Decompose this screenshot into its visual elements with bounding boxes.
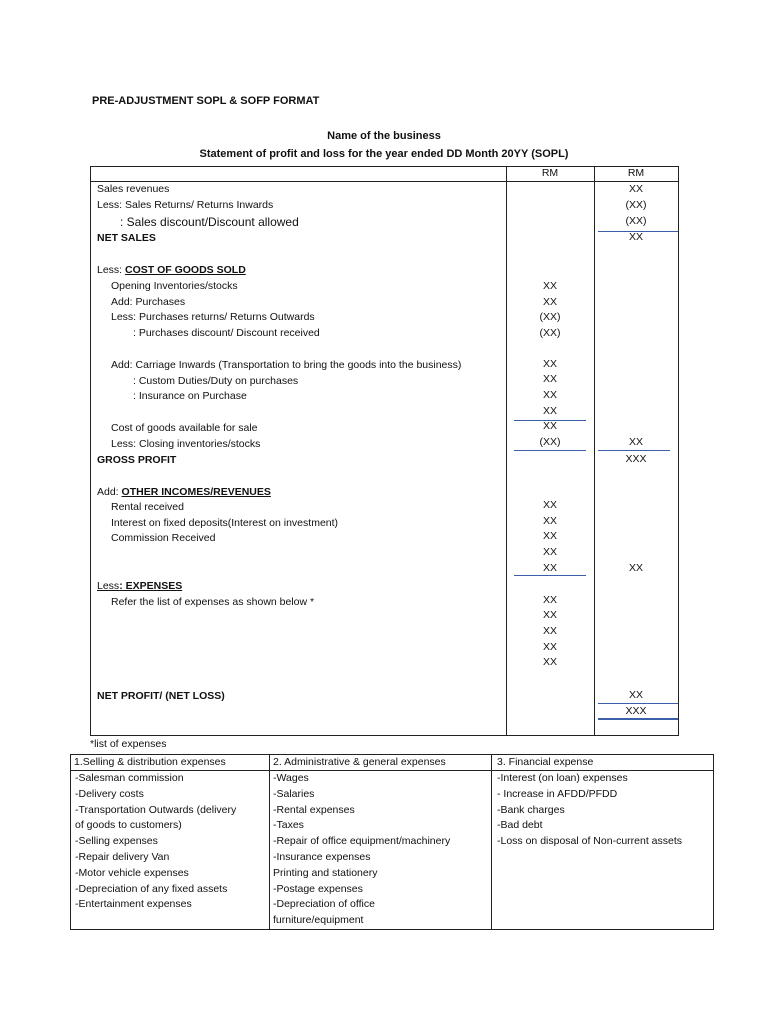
cogs-prefix: Less:: [97, 264, 126, 276]
cogs-total-value: XX: [628, 436, 643, 448]
list-item: -Insurance expenses: [273, 850, 371, 863]
total-rule: [598, 703, 678, 704]
purchases-label: Add: Purchases: [111, 296, 186, 308]
closing-inventory-label: Less: Closing inventories/stocks: [111, 438, 261, 450]
rental-received-label: Rental received: [111, 501, 184, 513]
expense-list-note: *list of expenses: [90, 738, 167, 750]
list-item: -Entertainment expenses: [75, 898, 192, 911]
financial-expenses-list: [497, 771, 682, 850]
cogs-heading: [97, 264, 246, 276]
income-total-value: XX: [628, 562, 643, 574]
sales-discount-label: : Sales discount/Discount allowed: [120, 215, 299, 229]
net-profit-total-value: XXX: [625, 705, 647, 717]
purchase-discount-label: : Purchases discount/ Discount received: [133, 327, 320, 339]
expense-value: XX: [542, 625, 557, 637]
expenses-refer-label: Refer the list of expenses as shown below *: [111, 596, 315, 608]
admin-expenses-list: [273, 771, 450, 929]
statement-title: Statement of profit and loss for the year ended DD Month 20YY (SOPL): [199, 148, 569, 160]
list-item: -Interest (on loan) expenses: [497, 772, 628, 784]
commission-label: Commission Received: [111, 532, 216, 544]
expense-value: XX: [542, 656, 557, 668]
cogs-value: XX: [542, 373, 557, 385]
net-sales-label: NET SALES: [97, 232, 156, 244]
list-item: -Delivery costs: [75, 787, 144, 800]
goods-available-label: Cost of goods available for sale: [111, 422, 258, 434]
cogs-value: XX: [542, 280, 557, 292]
list-item: -Selling expenses: [75, 835, 158, 848]
cogs-value: XX: [542, 420, 557, 432]
cogs-value: XX: [542, 296, 557, 308]
income-value: XX: [542, 515, 557, 527]
other-income-title: OTHER INCOMES/REVENUES: [121, 486, 271, 498]
list-item: Printing and stationery: [273, 866, 378, 879]
list-item: - Increase in AFDD/PFDD: [497, 787, 618, 800]
list-item: -Taxes: [273, 819, 304, 832]
gross-profit-label: GROSS PROFIT: [97, 454, 177, 466]
expense-category-header: 2. Administrative & general expenses: [273, 756, 446, 768]
list-item: -Motor vehicle expenses: [75, 866, 189, 879]
subtotal-rule: [514, 450, 586, 451]
cogs-title: COST OF GOODS SOLD: [125, 264, 246, 276]
list-item: -Loss on disposal of Non-current assets: [497, 835, 683, 848]
subtotal-rule: [598, 450, 670, 451]
list-item: -Depreciation of any fixed assets: [75, 882, 228, 895]
business-name: Name of the business: [327, 130, 441, 142]
list-item: of goods to customers): [75, 819, 182, 832]
list-item: -Salesman commission: [75, 772, 184, 784]
sales-revenues-label: Sales revenues: [97, 183, 170, 195]
expense-value: XX: [542, 609, 557, 621]
expense-category-header: 3. Financial expense: [497, 756, 594, 768]
list-item: -Repair delivery Van: [75, 850, 170, 863]
list-item: -Rental expenses: [273, 803, 355, 816]
list-item: -Bank charges: [497, 803, 565, 816]
cogs-value: (XX): [539, 311, 561, 323]
sales-discount-value: (XX): [625, 215, 647, 227]
other-income-heading: [97, 486, 271, 498]
column-header-rm: RM: [541, 167, 559, 179]
custom-duties-label: : Custom Duties/Duty on purchases: [133, 375, 299, 387]
income-value: XX: [542, 562, 557, 574]
purchase-returns-label: Less: Purchases returns/ Returns Outwards: [111, 311, 315, 323]
income-value: XX: [542, 546, 557, 558]
expense-category-header: 1.Selling & distribution expenses: [74, 756, 226, 768]
list-item: -Transportation Outwards (delivery: [75, 803, 237, 816]
expenses-prefix: Less: [97, 580, 120, 592]
column-divider: [491, 754, 492, 930]
column-divider: [269, 754, 270, 930]
cogs-value: XX: [542, 389, 557, 401]
list-item: -Depreciation of office: [273, 898, 375, 911]
net-profit-value: XX: [628, 689, 643, 701]
sales-revenue-value: XX: [628, 183, 643, 195]
net-sales-value: XX: [628, 231, 643, 243]
subtotal-rule: [514, 575, 586, 576]
carriage-inwards-label: Add: Carriage Inwards (Transportation to bring the goods into the business): [111, 359, 462, 371]
sales-returns-label: Less: Sales Returns/ Returns Inwards: [97, 199, 274, 211]
cogs-value: XX: [542, 405, 557, 417]
double-total-rule: [598, 718, 678, 720]
cogs-value: XX: [542, 358, 557, 370]
income-value: XX: [542, 530, 557, 542]
expense-value: XX: [542, 641, 557, 653]
other-income-prefix: Add:: [97, 486, 122, 498]
interest-label: Interest on fixed deposits(Interest on investment): [111, 517, 339, 529]
list-item: -Salaries: [273, 787, 315, 800]
expenses-title: : EXPENSES: [119, 580, 183, 592]
selling-expenses-list: [75, 771, 236, 913]
cogs-value: (XX): [539, 436, 561, 448]
list-item: -Wages: [273, 772, 309, 784]
column-divider: [594, 166, 595, 736]
cogs-value: (XX): [539, 327, 561, 339]
document-title: PRE-ADJUSTMENT SOPL & SOFP FORMAT: [92, 95, 320, 107]
expenses-heading: [97, 580, 182, 592]
net-profit-label: NET PROFIT/ (NET LOSS): [97, 690, 225, 702]
list-item: furniture/equipment: [273, 914, 364, 927]
sales-returns-value: (XX): [625, 199, 647, 211]
opening-inventory-label: Opening Inventories/stocks: [111, 280, 238, 292]
column-header-rm: RM: [627, 167, 645, 179]
expense-value: XX: [542, 594, 557, 606]
list-item: -Bad debt: [497, 819, 543, 832]
list-item: -Postage expenses: [273, 882, 363, 895]
income-value: XX: [542, 499, 557, 511]
header-divider: [90, 181, 679, 182]
list-item: -Repair of office equipment/machinery: [273, 835, 451, 848]
insurance-label: : Insurance on Purchase: [133, 390, 247, 402]
gross-profit-value: XXX: [625, 453, 647, 465]
